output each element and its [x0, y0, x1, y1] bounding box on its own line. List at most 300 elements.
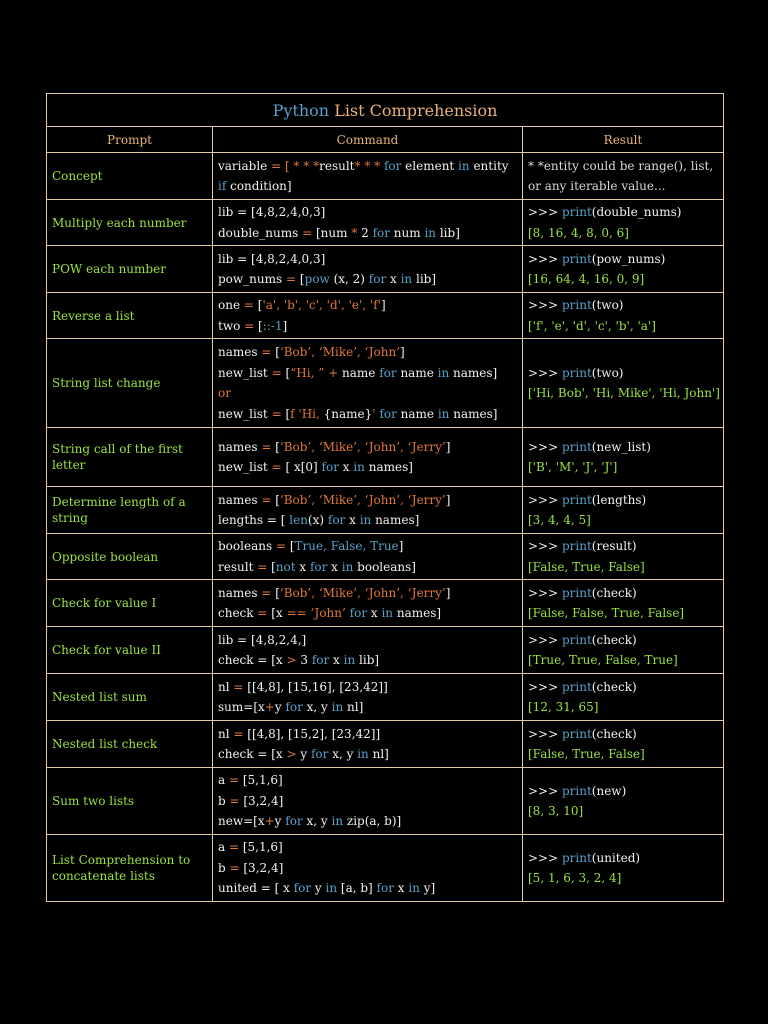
code-token: (united) [591, 850, 641, 865]
code-token: y [274, 700, 286, 714]
code-token: check [218, 606, 258, 620]
code-token: = [229, 793, 240, 808]
code-token: not [275, 559, 296, 574]
result-line [528, 249, 718, 270]
code-token: (new_list) [591, 439, 651, 454]
code-token: result [319, 158, 355, 173]
code-token: one [218, 298, 244, 312]
result-cell [523, 534, 724, 580]
code-token: two [218, 318, 245, 333]
result-line [528, 363, 718, 384]
code-token: x [338, 460, 354, 474]
command-cell [213, 768, 523, 835]
command-cell [213, 534, 523, 580]
table-row [47, 768, 724, 835]
code-token: print [561, 679, 592, 694]
code-token: lib = [4,8,2,4,0,3] [218, 251, 326, 266]
result-line [528, 557, 718, 578]
code-token: = [244, 318, 255, 333]
command-cell [213, 246, 523, 293]
code-token: >>> [528, 632, 562, 647]
prompt-cell: String call of the first letter [47, 428, 213, 487]
table-row [47, 428, 724, 487]
code-token: new_list [218, 406, 272, 421]
code-token: ['B', 'M', 'J', 'J'] [528, 460, 618, 474]
code-token: b [218, 860, 230, 875]
result-cell [523, 293, 724, 339]
header-prompt: Prompt [47, 127, 213, 153]
code-token: variable [218, 158, 272, 173]
code-token: * [351, 225, 358, 240]
title-python: Python [272, 100, 330, 120]
code-token: a [218, 840, 229, 855]
code-token: y [296, 747, 311, 761]
code-token: >>> [528, 251, 562, 266]
code-token: (double_nums) [591, 205, 682, 219]
code-token: ] [445, 585, 451, 600]
code-token: [num [312, 225, 352, 240]
code-token: double_nums [218, 225, 303, 240]
prompt-cell: Determine length of a string [47, 487, 213, 534]
command-line [218, 811, 517, 832]
result-line [528, 269, 718, 290]
command-line [218, 724, 517, 745]
table-row [47, 534, 724, 580]
code-token: for [321, 460, 339, 474]
code-token: y [274, 814, 286, 829]
code-token: print [561, 298, 592, 312]
prompt-cell: Check for value II [47, 627, 213, 674]
code-token: (x, 2) [329, 272, 369, 286]
code-token: [ [253, 298, 263, 312]
code-token: new_list [218, 365, 272, 380]
code-token: * * * [354, 158, 384, 173]
code-token: [ x[0] [281, 460, 322, 474]
command-line [218, 603, 517, 624]
command-cell [213, 674, 523, 721]
table-row [47, 835, 724, 902]
result-line [528, 868, 718, 889]
code-token: for [383, 158, 402, 173]
code-token: = [261, 492, 272, 507]
code-token: names] [371, 513, 420, 527]
code-token: for [309, 559, 328, 574]
command-line [218, 269, 517, 290]
code-token: >>> [528, 726, 562, 741]
code-token: ] [445, 439, 451, 454]
code-token: [ [281, 406, 291, 421]
code-token: ' [372, 406, 376, 421]
code-token: [ [271, 345, 280, 359]
code-token: [x [267, 606, 287, 620]
code-token: names [218, 585, 262, 600]
table-row [47, 674, 724, 721]
code-token: or [218, 386, 231, 400]
command-line [218, 202, 517, 223]
code-token: entity [469, 158, 509, 173]
code-token: booleans] [353, 559, 416, 574]
result-cell [523, 428, 724, 487]
result-cell [523, 339, 724, 428]
code-token: [ [271, 439, 280, 454]
code-token: nl] [368, 747, 389, 761]
table-row [47, 627, 724, 674]
code-token: in [381, 606, 394, 620]
code-token: for [379, 365, 397, 380]
code-token: x [295, 559, 310, 574]
code-token: 3 [296, 653, 312, 667]
prompt-cell: Nested list sum [47, 674, 213, 721]
command-line [218, 295, 517, 316]
code-token: new=[x [218, 814, 265, 829]
code-token: = [261, 585, 272, 600]
code-token: y] [419, 881, 436, 896]
code-token: b [218, 793, 230, 808]
code-token: print [561, 850, 592, 865]
result-line [528, 202, 718, 223]
code-token: for [327, 513, 346, 527]
code-token: [8, 16, 4, 8, 0, 6] [528, 225, 629, 240]
command-line [218, 650, 517, 671]
code-token: print [561, 539, 592, 553]
code-token: names [218, 492, 262, 507]
code-token: in [458, 158, 470, 173]
command-line [218, 878, 517, 899]
result-line [528, 801, 718, 822]
code-token: [ [254, 318, 263, 333]
code-token: = [233, 726, 244, 741]
prompt-cell: Check for value I [47, 580, 213, 627]
command-cell [213, 627, 523, 674]
command-line [218, 156, 517, 177]
code-token: 2 [357, 225, 373, 240]
table-row [47, 487, 724, 534]
code-token: nl [218, 679, 234, 694]
code-token: [[4,8], [15,16], [23,42]] [243, 679, 388, 694]
result-line [528, 457, 718, 478]
code-token: print [561, 632, 592, 647]
code-token: [5, 1, 6, 3, 2, 4] [528, 871, 622, 885]
prompt-cell: Opposite boolean [47, 534, 213, 580]
code-token: [[4,8], [15,2], [23,42]] [243, 726, 381, 741]
code-token: (check) [591, 632, 637, 647]
code-token: (two) [591, 365, 624, 380]
code-token: [ [267, 559, 276, 574]
prompt-cell: List Comprehension to concatenate lists [47, 835, 213, 902]
command-cell [213, 153, 523, 200]
code-token: for [310, 747, 329, 761]
code-token: if [218, 179, 227, 193]
code-token: = [261, 345, 272, 359]
code-token: pow_nums [218, 272, 286, 286]
code-token: = [257, 559, 268, 574]
code-token: ] [398, 539, 404, 553]
code-token: x [329, 653, 344, 667]
code-token: x [345, 513, 360, 527]
command-cell [213, 293, 523, 339]
code-token: for [376, 881, 394, 896]
result-line [528, 223, 718, 244]
code-token: len [289, 513, 308, 527]
result-cell [523, 200, 724, 246]
code-token: in [331, 700, 344, 714]
code-token: [ [281, 365, 291, 380]
result-cell [523, 487, 724, 534]
code-token: “Hi, ” + [290, 365, 339, 380]
command-line [218, 583, 517, 604]
table-row [47, 153, 724, 200]
command-line [218, 677, 517, 698]
code-token: = [261, 439, 272, 454]
code-token: [16, 64, 4, 16, 0, 9] [528, 272, 645, 286]
title-list-comprehension: List Comprehension [334, 100, 498, 120]
code-token: nl [218, 726, 234, 741]
command-line [218, 697, 517, 718]
code-token: = [302, 225, 313, 240]
cheat-sheet [46, 93, 723, 902]
code-token: == ‘John’ [286, 606, 346, 620]
header-result: Result [523, 127, 724, 153]
command-line [218, 363, 517, 384]
code-token: >>> [528, 298, 562, 312]
code-token: name [396, 365, 438, 380]
code-token: [False, False, True, False] [528, 606, 685, 620]
code-token: ['Hi, Bob', 'Hi, Mike', 'Hi, John'] [528, 386, 720, 400]
code-token: (check) [591, 585, 637, 600]
code-token: >>> [528, 492, 562, 507]
command-line [218, 249, 517, 270]
code-token: = [228, 840, 240, 855]
command-line [218, 837, 517, 858]
code-token: for [372, 225, 390, 240]
code-token: f 'Hi, [290, 406, 324, 421]
code-token: y [311, 881, 326, 896]
code-token: in [341, 559, 354, 574]
code-token: [3, 4, 4, 5] [528, 513, 591, 527]
code-token: > [286, 747, 297, 761]
code-token: ‘Bob’, ‘Mike’, ‘John’, ‘Jerry’ [279, 492, 446, 507]
code-token: in [331, 814, 344, 829]
code-token: in [353, 460, 365, 474]
result-line [528, 383, 718, 404]
code-token: names] [393, 606, 442, 620]
code-token: print [561, 492, 592, 507]
code-token: in [359, 513, 372, 527]
prompt-cell: Multiply each number [47, 200, 213, 246]
code-token: lib = [4,8,2,4,] [218, 632, 307, 647]
prompt-cell: Reverse a list [47, 293, 213, 339]
result-line [528, 536, 718, 557]
header-command: Command [213, 127, 523, 153]
result-line [528, 316, 718, 337]
code-token: ‘Bob’, ‘Mike’, ‘John’ [279, 345, 401, 359]
code-token: = [229, 860, 240, 875]
code-token: ::-1 [262, 318, 283, 333]
code-token: print [561, 251, 592, 266]
code-token: ['f', 'e', 'd', 'c', 'b', 'a'] [528, 318, 656, 333]
command-line [218, 176, 517, 197]
result-cell [523, 835, 724, 902]
command-line [218, 404, 517, 425]
result-cell [523, 721, 724, 768]
result-line [528, 510, 718, 531]
comprehension-table [46, 93, 724, 902]
code-token: [False, True, False] [528, 559, 645, 574]
prompt-cell: Sum two lists [47, 768, 213, 835]
result-line [528, 697, 718, 718]
code-token: check = [x [218, 747, 287, 761]
table-title [47, 94, 724, 127]
prompt-cell: Nested list check [47, 721, 213, 768]
code-token: [3,2,4] [239, 793, 284, 808]
code-token: new_list [218, 460, 272, 474]
result-note: * *entity could be range(), list, or any iterable value... [528, 158, 714, 193]
result-cell [523, 674, 724, 721]
result-line [528, 744, 718, 765]
code-token: (pow_nums) [591, 251, 666, 266]
code-token: check = [x [218, 653, 287, 667]
code-token: print [561, 585, 592, 600]
code-token: >>> [528, 783, 562, 798]
result-line [528, 781, 718, 802]
code-token: [5,1,6] [239, 773, 283, 788]
code-token: name [338, 365, 380, 380]
command-cell [213, 339, 523, 428]
code-token: = [275, 539, 286, 553]
code-token: in [437, 406, 450, 421]
code-token: > [286, 653, 297, 667]
code-token: (two) [591, 298, 624, 312]
code-token: x, y [328, 747, 358, 761]
code-token: sum=[x [218, 700, 265, 714]
code-token: lib] [412, 272, 437, 286]
table-row [47, 580, 724, 627]
command-cell [213, 487, 523, 534]
table-row [47, 339, 724, 428]
code-token: [False, True, False] [528, 747, 645, 761]
code-token: united = [ x [218, 881, 294, 896]
code-token: print [561, 205, 592, 219]
result-line [528, 677, 718, 698]
code-token: in [424, 225, 437, 240]
command-line [218, 630, 517, 651]
code-token: condition] [226, 179, 292, 193]
code-token: lib] [436, 225, 460, 240]
code-token: ] [282, 318, 288, 333]
result-cell [523, 153, 724, 200]
code-token: x [386, 272, 401, 286]
command-line [218, 557, 517, 578]
code-token: [a, b] [337, 881, 377, 896]
code-token: >>> [528, 850, 562, 865]
table-row [47, 200, 724, 246]
code-token: {name} [323, 406, 373, 421]
code-token: (result) [591, 539, 637, 553]
result-line [528, 630, 718, 651]
code-token: for [379, 406, 397, 421]
code-token: [ [271, 492, 280, 507]
code-token: = [ * * * [271, 158, 320, 173]
code-token: = [271, 460, 282, 474]
code-token: names [218, 345, 262, 359]
code-token: x, y [302, 814, 332, 829]
command-line [218, 383, 517, 404]
prompt-cell: Concept [47, 153, 213, 200]
code-token: (new) [591, 783, 627, 798]
code-token: >>> [528, 439, 562, 454]
command-line [218, 437, 517, 458]
result-line [528, 295, 718, 316]
result-cell [523, 627, 724, 674]
code-token: ] [380, 298, 386, 312]
code-token: x, y [302, 700, 332, 714]
result-cell [523, 768, 724, 835]
result-line [528, 650, 718, 671]
code-token: = [271, 406, 282, 421]
code-token: zip(a, b)] [343, 814, 402, 829]
code-token: print [561, 439, 592, 454]
result-line [528, 724, 718, 745]
code-token: in [437, 365, 450, 380]
code-token: >>> [528, 539, 562, 553]
code-token: for [368, 272, 387, 286]
prompt-cell: POW each number [47, 246, 213, 293]
code-token: print [561, 365, 592, 380]
code-token: = [228, 773, 240, 788]
code-token: [ [296, 272, 305, 286]
code-token: for [285, 700, 303, 714]
code-token: >>> [528, 205, 562, 219]
code-token: lengths = [ [218, 513, 290, 527]
code-token: >>> [528, 585, 562, 600]
code-token: = [286, 272, 297, 286]
code-token: in [343, 653, 356, 667]
code-token: [ [286, 539, 295, 553]
command-line [218, 457, 517, 478]
code-token: name [396, 406, 438, 421]
command-cell [213, 428, 523, 487]
code-token: [3,2,4] [239, 860, 284, 875]
command-line [218, 858, 517, 879]
code-token: ] [445, 492, 451, 507]
code-token: (x) [307, 513, 328, 527]
code-token: a [218, 773, 229, 788]
result-cell [523, 246, 724, 293]
code-token: = [243, 298, 254, 312]
code-token: names [218, 439, 262, 454]
code-token: True, False, True [294, 539, 399, 553]
code-token: ‘Bob’, ‘Mike’, ‘John’, ‘Jerry’ [279, 585, 446, 600]
code-token: names] [449, 406, 498, 421]
code-token: 'a', 'b', 'c', 'd', 'e', 'f' [262, 298, 381, 312]
command-line [218, 316, 517, 337]
code-token: element [401, 158, 459, 173]
result-cell [523, 580, 724, 627]
code-token: names] [449, 365, 498, 380]
code-token: result [218, 559, 258, 574]
code-token: = [257, 606, 268, 620]
code-token: >>> [528, 365, 562, 380]
code-token: booleans [218, 539, 276, 553]
code-token: for [311, 653, 330, 667]
command-line [218, 770, 517, 791]
code-token: lib = [4,8,2,4,0,3] [218, 205, 326, 219]
result-line [528, 437, 718, 458]
code-token: x [367, 606, 382, 620]
code-token: [8, 3, 10] [528, 804, 584, 818]
command-line [218, 744, 517, 765]
command-cell [213, 721, 523, 768]
